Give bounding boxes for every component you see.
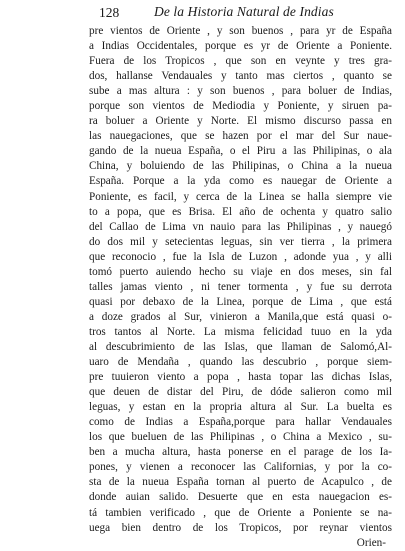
text-line: ra boluer a Oriente y Norte. El mismo discurso passa en — [89, 115, 392, 128]
page-header — [8, 4, 397, 26]
text-line: que deuen de distar del Piru, de dóde salieron como mil — [89, 386, 392, 399]
text-line: sube a mas altura : y son buenos , para boluer de Indias, — [89, 85, 392, 98]
body-text — [89, 24, 392, 551]
text-line: porque son vientos de Mediodia y Poniente, y siruen pa- — [89, 100, 392, 113]
text-line: España. Porque a la yda como es nauegar de Oriente a — [89, 175, 392, 188]
text-line: los que bueluen de las Philipinas , o China a Mexico , su- — [89, 431, 392, 444]
text-line: dos, hallanse Vendauales y tanto mas ciertos , quanto se — [89, 70, 392, 83]
page-number: 128 — [99, 5, 120, 20]
running-head: De la Historia Natural de Indias — [154, 4, 334, 19]
text-line: do dos mil y setecientas leguas, sin ver tierra , la primera — [89, 235, 392, 248]
text-line: gando de la nueua España, o el Piru a las Philipinas, o ala — [89, 145, 392, 158]
text-line: tá tambien verificado , que de Oriente a Poniente se na- — [89, 506, 392, 519]
text-line: Poniente, es facil, y cerca de la Linea se halla siempre vie — [89, 190, 392, 203]
text-line: to a popa, que es Brisa. El año de ochenta y quatro salio — [89, 205, 392, 218]
text-line: a Indias Occidentales, porque es yr de Oriente a Poniente. — [89, 40, 392, 53]
text-line: que reconocio , fue la Isla de Luzon , adonde yua , y alli — [89, 250, 392, 263]
text-line: pre tuuieron viento a popa , hasta topar las dichas Islas, — [89, 371, 392, 384]
text-line: uega bien dentro de los Tropicos, por reynar vientos — [89, 521, 392, 534]
text-line: del Callao de Lima vn nauio para las Philipinas , y nauegó — [89, 220, 392, 233]
text-line: donde auian salido. Desuerte que en esta nauegacion es- — [89, 491, 392, 504]
text-line: a doze grados al Sur, vinieron a Manila,que está quasi o- — [89, 310, 392, 323]
text-line: Fuera de los Tropicos , que son en veynte y tres gra- — [89, 55, 392, 68]
text-line: las nauegaciones, que se hazen por el mar del Sur naue- — [89, 130, 392, 143]
text-line: pre vientos de Oriente , y son buenos , para yr de España — [89, 25, 392, 37]
text-line: al descubrimiento de las Islas, que llaman de Salomó,Al- — [89, 340, 392, 353]
text-line: talles jamas viento , ni tener tormenta , y fue su derrota — [89, 280, 392, 293]
text-line: Orien- — [356, 536, 386, 549]
text-line: como de Indias a España,porque para hallar Vendauales — [89, 416, 392, 429]
text-line: sta de la nueua España tornan al puerto de Acapulco , de — [89, 476, 392, 489]
text-line: ben a mucha altura, hasta ponerse en el parage de los Ia- — [89, 446, 392, 459]
text-line: uaro de Mendaña , quando las descubrio , porque siem- — [89, 356, 392, 369]
text-line: leguas, y estan en la propria altura al Sur. La buelta es — [89, 401, 392, 414]
text-line: pones, y vienen a reconocer las Californias, y por la co- — [89, 461, 392, 474]
text-line: tomó puerto auiendo hecho su viaje en dos meses, sin fal — [89, 265, 392, 278]
text-line: quasi por debaxo de la Linea, porque de Lima , que está — [89, 295, 392, 308]
text-line: China, y boluiendo de las Philipinas, o China a la nueua — [89, 160, 392, 173]
text-line: tros tantos al Norte. La misma felicidad tuuo en la yda — [89, 325, 392, 338]
